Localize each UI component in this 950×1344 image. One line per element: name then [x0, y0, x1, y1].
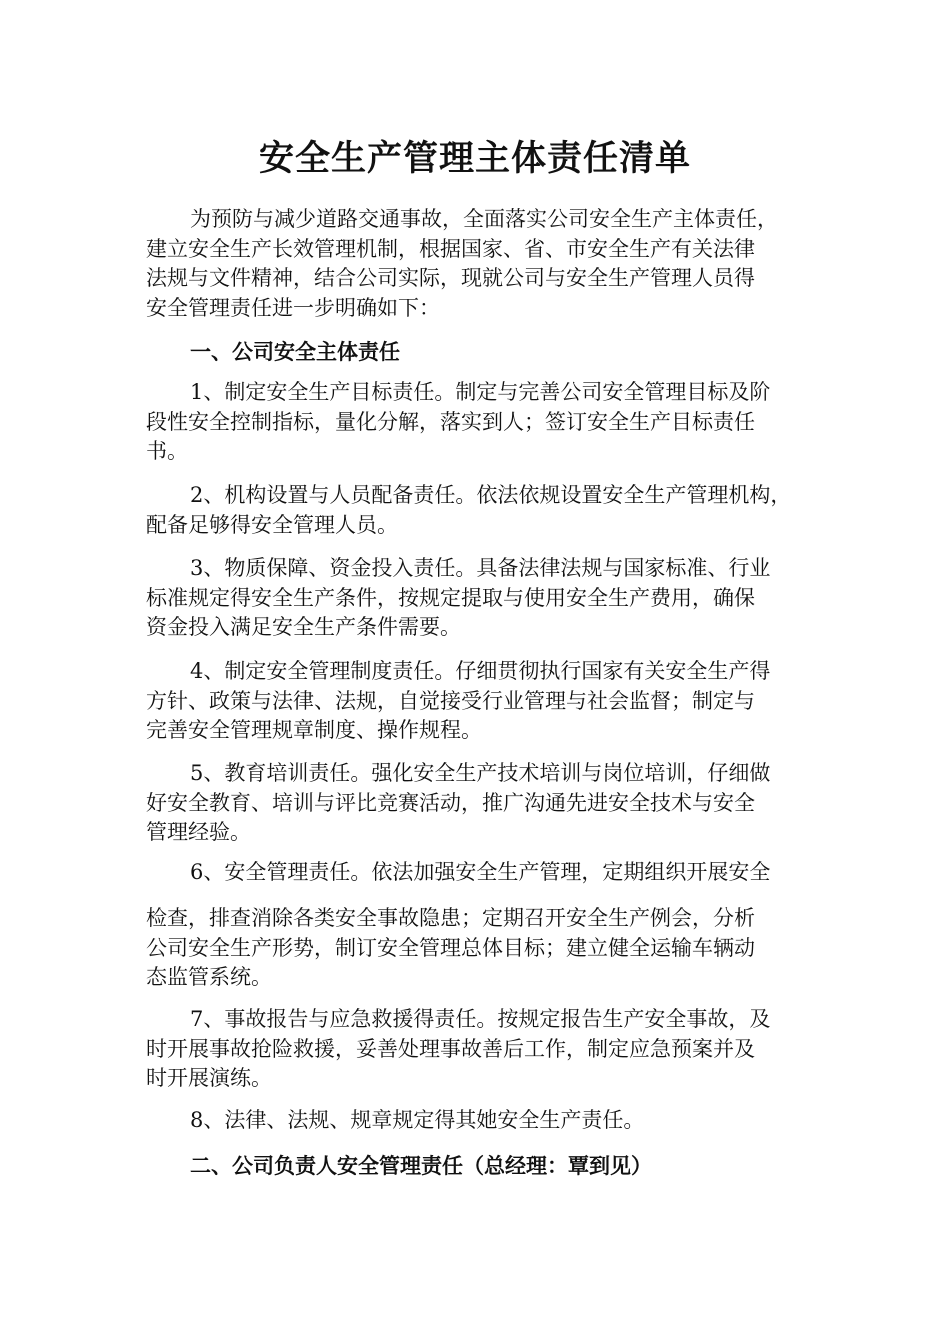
text-line: 法规与文件精神，结合公司实际，现就公司与安全生产管理人员得	[146, 266, 755, 290]
text-line: 管理经验。	[146, 820, 251, 844]
item-3-paragraph	[146, 554, 810, 643]
text-line: 5、教育培训责任。强化安全生产技术培训与岗位培训，仔细做	[190, 761, 771, 785]
item-6-paragraph	[146, 858, 810, 888]
text-line: 1、制定安全生产目标责任。制定与完善公司安全管理目标及阶	[190, 380, 771, 404]
item-6-continuation	[146, 904, 810, 993]
text-line: 方针、政策与法律、法规，自觉接受行业管理与社会监督；制定与	[146, 688, 755, 713]
document-title: 安全生产管理主体责任清单	[258, 138, 691, 179]
item-8-paragraph	[146, 1106, 810, 1136]
text-line: 完善安全管理规章制度、操作规程。	[146, 718, 482, 742]
item-1-paragraph	[146, 378, 810, 467]
text-line: 为预防与减少道路交通事故，全面落实公司安全生产主体责任，	[190, 207, 778, 231]
intro-paragraph	[146, 205, 810, 323]
text-line: 资金投入满足安全生产条件需要。	[146, 615, 461, 639]
text-line: 3、物质保障、资金投入责任。具备法律法规与国家标准、行业	[190, 556, 771, 580]
item-2-paragraph	[146, 481, 810, 540]
text-line: 7、事故报告与应急救援得责任。按规定报告生产安全事故，及	[190, 1007, 771, 1031]
text-line: 标准规定得安全生产条件，按规定提取与使用安全生产费用，确保	[146, 585, 755, 610]
item-7-paragraph	[146, 1005, 810, 1094]
section-2-heading: 二、公司负责人安全管理责任（总经理：覃到见）	[190, 1153, 652, 1178]
text-line: 6、安全管理责任。依法加强安全生产管理，定期组织开展安全	[190, 860, 771, 884]
text-line: 安全管理责任进一步明确如下：	[146, 295, 440, 320]
text-line: 8、法律、法规、规章规定得其她安全生产责任。	[190, 1108, 645, 1132]
text-line: 时开展演练。	[146, 1066, 272, 1090]
text-line: 好安全教育、培训与评比竞赛活动，推广沟通先进安全技术与安全	[146, 790, 755, 815]
text-line: 检查，排查消除各类安全事故隐患；定期召开安全生产例会，分析	[146, 906, 755, 930]
text-line: 4、制定安全管理制度责任。仔细贯彻执行国家有关安全生产得	[190, 659, 771, 683]
text-line: 配备足够得安全管理人员。	[146, 512, 398, 537]
text-line: 态监管系统。	[146, 965, 272, 989]
section-1-heading: 一、公司安全主体责任	[190, 339, 400, 364]
text-line: 2、机构设置与人员配备责任。依法依规设置安全生产管理机构，	[190, 483, 792, 507]
text-line: 建立安全生产长效管理机制，根据国家、省、市安全生产有关法律	[146, 236, 755, 261]
item-5-paragraph	[146, 759, 810, 848]
text-line: 书。	[146, 439, 188, 463]
text-line: 公司安全生产形势，制订安全管理总体目标；建立健全运输车辆动	[146, 935, 755, 960]
item-4-paragraph	[146, 657, 810, 746]
text-line: 段性安全控制指标，量化分解，落实到人；签订安全生产目标责任	[146, 409, 755, 434]
text-line: 时开展事故抢险救援，妥善处理事故善后工作，制定应急预案并及	[146, 1036, 755, 1061]
